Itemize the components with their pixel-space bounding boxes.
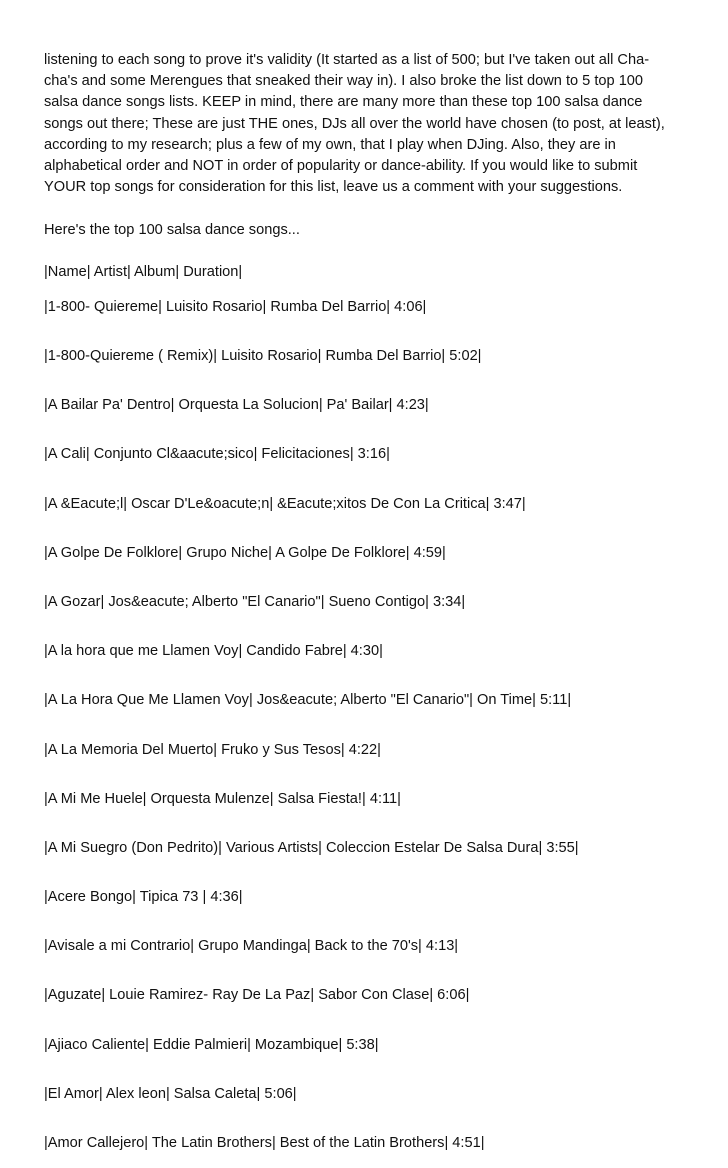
document-page [44,50,684,1168]
song-row: |Aguzate| Louie Ramirez- Ray De La Paz| Sabor Con Clase| 6:06| [44,987,470,1004]
song-list [44,283,684,1168]
song-row: |A &Eacute;l| Oscar D'Le&oacute;n| &Eacute;xitos De Con La Critica| 3:47| [44,495,526,512]
song-row: |A Cali| Conjunto Cl&aacute;sico| Felicitaciones| 3:16| [44,446,390,463]
song-table-header: |Name| Artist| Album| Duration| [44,263,243,280]
song-row: |A Mi Me Huele| Orquesta Mulenze| Salsa Fiesta!| 4:11| [44,790,401,807]
song-row: |A La Hora Que Me Llamen Voy| Jos&eacute; Alberto "El Canario"| On Time| 5:11| [44,692,572,709]
song-row: |1-800-Quiereme ( Remix)| Luisito Rosario| Rumba Del Barrio| 5:02| [44,348,482,365]
song-row: |Ajiaco Caliente| Eddie Palmieri| Mozambique| 5:38| [44,1036,379,1053]
song-row: |Acere Bongo| Tipica 73 | 4:36| [44,889,243,906]
intro-line: cha's and some Merengues that sneaked their way in). I also broke the list down to 5 top 100 [44,73,644,90]
intro-line: according to my research; plus a few of my own, that I play when DJing. Also, they are in [44,136,616,153]
song-row: |Avisale a mi Contrario| Grupo Mandinga| Back to the 70's| 4:13| [44,938,459,955]
intro-line: listening to each song to prove it's validity (It started as a list of 500; but I've taken out all Cha- [44,52,650,68]
list-lead-sentence: Here's the top 100 salsa dance songs... [44,222,300,239]
intro-line: salsa dance songs lists. KEEP in mind, there are many more than these top 100 salsa dance [44,94,643,111]
song-row: |El Amor| Alex leon| Salsa Caleta| 5:06| [44,1085,297,1102]
song-row: |Amor Callejero| The Latin Brothers| Best of the Latin Brothers| 4:51| [44,1135,485,1152]
song-row: |A La Memoria Del Muerto| Fruko y Sus Tesos| 4:22| [44,741,381,758]
song-row: |A Gozar| Jos&eacute; Alberto "El Canario"| Sueno Contigo| 3:34| [44,593,466,610]
song-row: |A Bailar Pa' Dentro| Orquesta La Solucion| Pa' Bailar| 4:23| [44,397,429,414]
intro-line: songs out there; These are just THE ones, DJs all over the world have chosen (to post, at least), [44,115,665,132]
intro-paragraph [44,50,684,198]
intro-line: YOUR top songs for consideration for this list, leave us a comment with your suggestions. [44,179,623,196]
song-row: |A Mi Suegro (Don Pedrito)| Various Artists| Coleccion Estelar De Salsa Dura| 3:55| [44,839,579,856]
song-row: |1-800- Quiereme| Luisito Rosario| Rumba Del Barrio| 4:06| [44,298,427,315]
song-row: |A Golpe De Folklore| Grupo Niche| A Golpe De Folklore| 4:59| [44,544,446,561]
intro-line: alphabetical order and NOT in order of popularity or dance-ability. If you would like to submit [44,158,638,175]
song-row: |A la hora que me Llamen Voy| Candido Fabre| 4:30| [44,643,383,660]
